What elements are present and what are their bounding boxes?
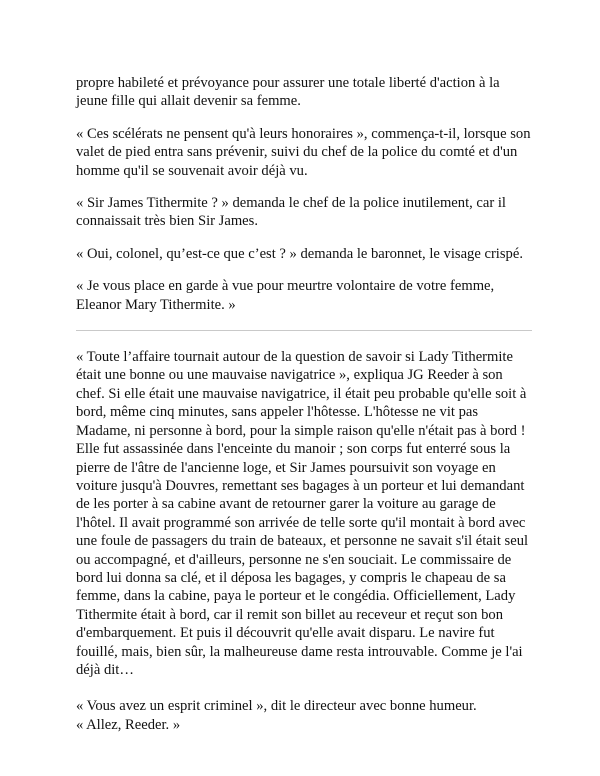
paragraph-scoundrels: « Ces scélérats ne pensent qu'à leurs honoraires », commença-t-il, lorsque son valet de pied entra sans prévenir, suivi du chef de la police du comté et d'un homme qu'il se souvenait avoir déjà vu. [76,125,531,179]
paragraph-reeder-explanation: « Toute l’affaire tournait autour de la question de savoir si Lady Tithermite était une bonne ou une mauvaise navigatrice », expliqua JG Reeder à son chef. Si elle était une mauvaise navigatrice, il était peu probable qu'elle soit à bord, même cinq minutes, sans appeler l'hôtesse. L'hôtesse ne vit pas Madame, ni personne à bord, pour la simple raison qu'elle n'était pas à bord ! Elle fut assassinée dans l'enceinte du manoir ; son corps fut enterré sous la pierre de l'âtre de l'ancienne loge, et Sir James poursuivit son voyage en voiture jusqu'à Douvres, remettant ses bagages à un porteur et lui demandant de les porter à sa cabine avant de retourner garer la voiture au garage de l'hôtel. Il avait programmé son arrivée de telle sorte qu'il montait à bord avec une foule de passagers du train de bateaux, et personne ne savait s'il était seul ou accompagné, et d'ailleurs, personne ne s'en souciait. Le commissaire de bord lui donna sa clé, et il déposa les bagages, y compris le chapeau de sa femme, dans la cabine, paya le porteur et le congédia. Officiellement, Lady Tithermite était à bord, car il remit son billet au receveur et reçut son bon d'embarquement. Et puis il découvrit qu'elle avait disparu. Le navire fut fouillé, mais, bien sûr, la malheureuse dame resta introuvable. Comme je l'ai déjà dit… [76,349,529,678]
paragraph-chief-question: « Sir James Tithermite ? » demanda le chef de la police inutilement, car il connaissait très bien Sir James. [76,195,506,230]
paragraph-arrest: « Je vous place en garde à vue pour meurtre volontaire de votre femme, Eleanor Mary Tithermite. » [76,278,495,313]
paragraph-closing [76,697,532,734]
closing-line-reeder: « Allez, Reeder. » [76,716,181,733]
section-divider [76,330,532,331]
paragraph-continuation: propre habileté et prévoyance pour assurer une totale liberté d'action à la jeune fille qui allait devenir sa femme. [76,75,500,110]
paragraph-baronet-reply: « Oui, colonel, qu’est-ce que c’est ? » demanda le baronnet, le visage crispé. [76,245,523,262]
closing-line-director: « Vous avez un esprit criminel », dit le directeur avec bonne humeur. [76,698,477,715]
document-page [76,74,532,748]
